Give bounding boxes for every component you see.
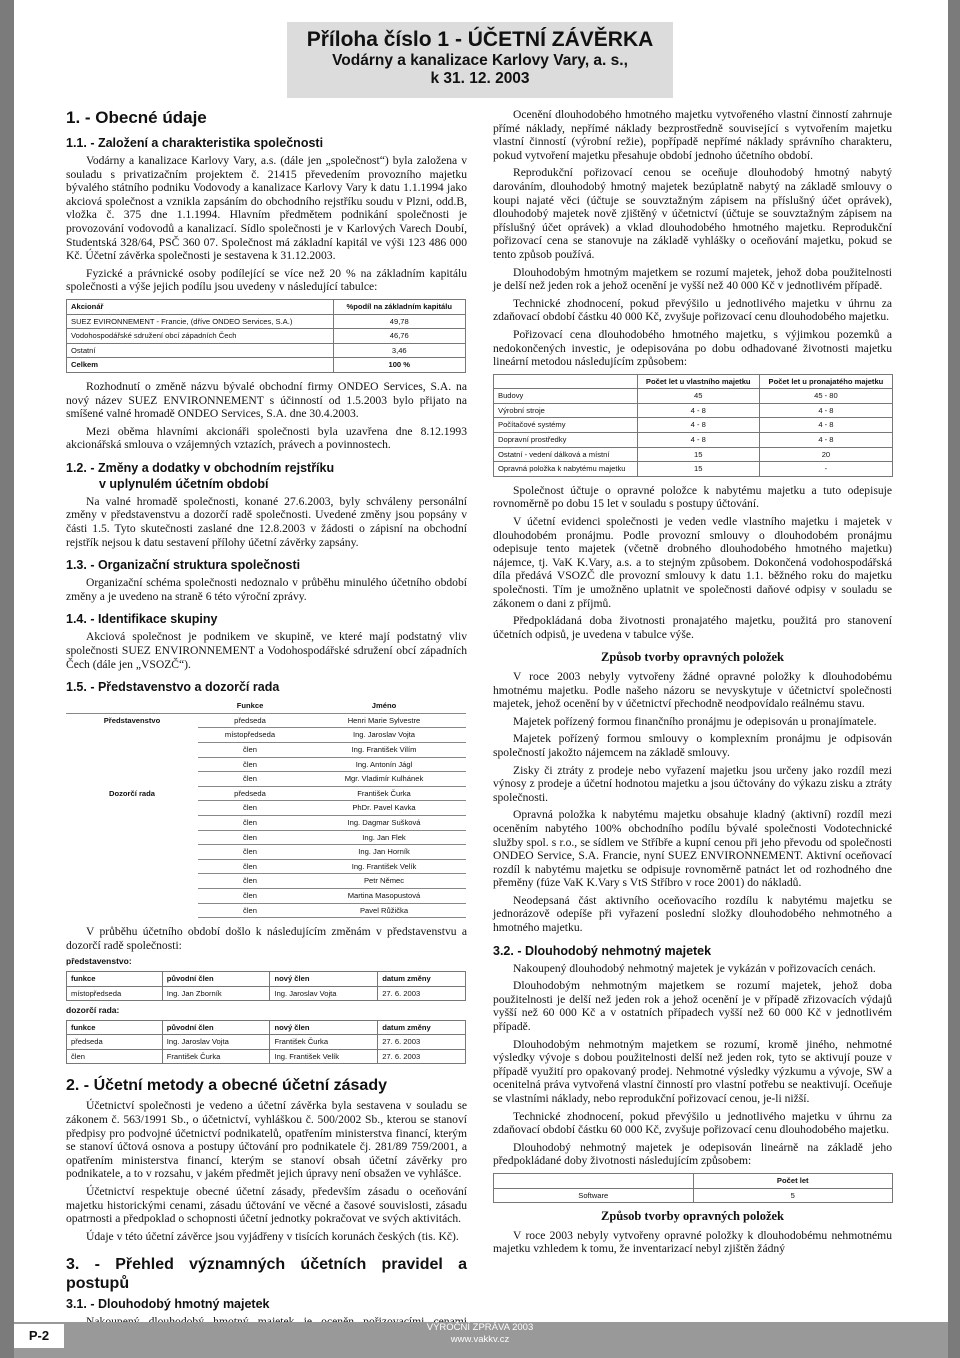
paragraph: Společnost účtuje o opravné položce k nabytému majetku a tuto odepisuje rovnoměrně po dobu 15 let v souladu s postupy účtování.	[493, 483, 892, 511]
section-3-heading: 3. - Přehled významných účetních pravidel a postupů	[66, 1256, 467, 1293]
section-2-heading: 2. - Účetní metody a obecné účetní zásady	[66, 1077, 387, 1095]
supervisory-changes-caption: dozorčí rada:	[66, 1005, 120, 1016]
table-row: člen Ing. Jan Horník	[66, 845, 466, 860]
section-1-3-heading: 1.3. - Organizační struktura společnosti	[66, 558, 301, 573]
table-row: Dozorčí rada předseda František Čurka	[66, 786, 466, 801]
paragraph: Rozhodnutí o změně názvu bývalé obchodní firmy ONDEO Services, S.A. na nový název SUEZ ENVIRONNEMENT s účinností od 1.5.2003 bylo přijato na smíšené valné hromadě ONDEO Services, S.A. dne 30.4.2003.	[66, 379, 467, 421]
section-1-4-heading: 1.4. - Identifikace skupiny	[66, 612, 218, 627]
table-row: člen Ing. Antonín Jágl	[66, 757, 466, 772]
footer-website: www.vakkv.cz	[450, 1334, 510, 1345]
paragraph: V průběhu účetního období došlo k následujícím změnám v představenstvu a dozorčí radě společnosti:	[66, 925, 467, 952]
paragraph: Zisky či ztráty z prodeje nebo vyřazení majetku jsou určeny jako rozdíl mezi výnosy z prodeje a účetní hodnotou majetku a jsou účtovány do výkazu zisku a ztráty společnosti.	[493, 763, 892, 804]
impairment-heading: Způsob tvorby opravných položek	[600, 650, 785, 665]
paragraph: Dlouhodobým nehmotným majetkem se rozumí majetek, jehož doba použitelnosti je delší než jeden rok a jehož ocenění je v případě zřizovacích výdajů vyšší než 60 000 Kč a v ostatních případech vyšší než 60 000 Kč v jednotlivém případě.	[493, 979, 892, 1034]
paragraph: Opravná položka k nabytému majetku obsahuje kladný (aktivní) rozdíl mezi oceněním nabytého 100% obchodního podílu bývalé společnosti Vodotechnické služby spol. s r.o., se sídlem ve Stříbře a kupní cenou při jeho převodu od společnosti ONDEO Service, S.A. Francie, nyní SUEZ ENVIRONNEMENT. Aktivní oceňovací rozdíl k nabytému majetku se odpisuje rovnoměrně patnáct let od rozhodného dne přeměny (fúze VaK K.Vary s VtS Stříbro v roce 2001) do nákladů.	[493, 808, 892, 890]
report-date: k 31. 12. 2003	[430, 70, 530, 87]
table-row: člen Mgr. Vladimír Kulhánek	[66, 772, 466, 787]
table-row: Ostatní 3,46	[67, 343, 466, 358]
table-row: člen Pavel Růžička	[66, 903, 466, 918]
right-column	[493, 108, 892, 1256]
table-row: Budovy 45 45 - 80	[494, 389, 893, 404]
table-row: Dopravní prostředky 4 - 8 4 - 8	[494, 433, 893, 448]
table-total-row: Celkem 100 %	[67, 358, 466, 373]
page-header	[287, 22, 673, 98]
table-row: Výrobní stroje 4 - 8 4 - 8	[494, 403, 893, 418]
table-row: místopředseda Ing. Jaroslav Vojta	[66, 728, 466, 743]
paragraph: Technické zhodnocení, pokud převýšilo u jednotlivého majetku v úhrnu za zdaňovací období částku 40 000 Kč, zvyšuje pořizovací cenu dlouhodobého majetku.	[493, 296, 892, 324]
left-side-bar	[0, 0, 14, 1358]
paragraph: Nakoupený dlouhodobý nehmotný majetek je vykázán v pořizovacích cenách.	[513, 961, 876, 975]
table-row: člen František Čurka Ing. František Velík 27. 6. 2003	[67, 1049, 466, 1064]
paragraph: Dlouhodobým nehmotným majetkem se rozumí, kromě jiného, nehmotné výsledky vývoje s dobou použitelnosti delší než jeden rok, tyto se aktivují pouze v případě využití pro opakovaný prodej. Nehmotné výsledky výzkumu a vývoje, SW a ocenitelná práva vytvořená vlastní činností pro vlastní potřebu se neaktivují. Oceňuje se vlastními náklady, nebo reprodukční pořizovací cenou, je-li nižší.	[493, 1037, 892, 1105]
paragraph: Reprodukční pořizovací cenou se oceňuje dlouhodobý hmotný nabytý darováním, dlouhodobý hmotný majetek bezúplatně nabytý na základě smlouvy o koupi najaté věci (účtuje se souvztažným zápisem na příslušný účet oprávek), dlouhodobý majetek nově zjištěný v účetnictví (účtuje se souvztažným zápisem na příslušný účet oprávek) a vklad dlouhodobého hmotného majetku. Reprodukční pořizovací cena se stanovuje na základě vyhlášky o oceňování majetku, pokud se tento způsob používá.	[493, 166, 892, 261]
software-life-table: Počet let Software 5	[493, 1173, 893, 1203]
shareholders-table	[66, 299, 466, 373]
paragraph: Mezi oběma hlavními akcionáři společnosti byla uzavřena dne 8.12.1993 akcionářská smlouva o vzájemných vztazích, právech a povinnostech.	[66, 424, 467, 452]
table-row: člen PhDr. Pavel Kavka	[66, 801, 466, 816]
paragraph: V účetní evidenci společnosti je veden vedle vlastního majetku i majetek v dlouhodobém pronájmu. Podle provozní smlouvy o dlouhodobém pronájmu odepisuje tento majetek (včetně drobného dlouhodobého hmotného majetku) nájemce, tj. VaK K.Vary, a.s. a to stejným způsobem. Dokončená vodohospodářská díla předává VSOZČ dle provozní smlouvy k datu 1.1. běžného roku do majetku společnosti. Tím je umožněno uplatnit ve společnosti daňové odpisy v souladu se zákonem o dani z příjmů.	[493, 515, 892, 610]
section-1-heading: 1. - Obecné údaje	[66, 108, 207, 127]
paragraph: Dlouhodobým hmotným majetkem se rozumí majetek, jehož doba použitelnosti je delší než jeden rok a jehož ocenění je vyšší než 40 000 Kč v jednotlivém případě.	[493, 265, 892, 293]
table-row: Software 5	[494, 1188, 893, 1203]
table-row: člen Ing. Dagmar Sušková	[66, 815, 466, 830]
table-header: Funkce	[198, 699, 302, 713]
board-changes-caption: představenstvo:	[66, 956, 132, 967]
table-header: Akcionář	[67, 299, 334, 314]
footer-report-title: VÝROČNÍ ZPRÁVA 2003	[426, 1322, 534, 1333]
table-row: Ostatní - vedení dálková a místní 15 20	[494, 447, 893, 462]
paragraph: Účetnictví společnosti je vedeno a účetní závěrka byla sestavena v souladu se zákonem č. 563/1991 Sb., o účetnictví, vyhláškou č. 500/2002 Sb., kterou se stanoví předpisy pro podvojné účetnictví podnikatelů, opatřením ministerstva financí, kterým se stanoví účtová osnova a postupy účtování pro podnikatele čj. 281/89 759/2001, a opatřením ministerstva financí, kterým se stanoví obsah účetní závěrky pro podnikatele, a to v rozsahu, v jakém předmět jejich úpravy není obsažen ve vyhlášce.	[66, 1099, 467, 1181]
paragraph: Předpokládaná doba životnosti pronajatého majetku, použitá pro stanovení účetních odpisů, je uvedena v tabulce výše.	[493, 614, 892, 641]
impairment-heading-2: Způsob tvorby opravných položek	[600, 1209, 785, 1224]
table-row: místopředseda Ing. Jan Zborník Ing. Jaroslav Vojta 27. 6. 2003	[67, 986, 466, 1001]
paragraph: Majetek pořízený formou finančního pronájmu je odepisován u pronajímatele.	[513, 714, 877, 728]
table-row: Opravná položka k nabytému majetku 15 -	[494, 462, 893, 477]
table-row: předseda Ing. Jaroslav Vojta František Čurka 27. 6. 2003	[67, 1035, 466, 1050]
table-row: člen Ing. František Vilím	[66, 743, 466, 758]
paragraph: Účetnictví respektuje obecné účetní zásady, především zásadu o oceňování majetku historickými cenami, zásadu účtování ve věcné a časové souvislosti, zásadu opatrnosti a předpoklad o schopnosti účetní jednotky pokračovat ve svých aktivitách.	[66, 1185, 467, 1226]
paragraph: Ocenění dlouhodobého hmotného majetku vytvořeného vlastní činností zahrnuje přímé náklady, nepřímé náklady bezprostředně související s vytvořením majetku vlastní činností (výrobní režie), popřípadě nepřímé náklady správního charakteru, pokud vytvoření majetku přesahuje období jednoho účetního období.	[493, 108, 892, 162]
paragraph: Organizační schéma společnosti nedoznalo v průběhu minulého účetního období změny a je uvedeno na straně 6 této výroční zprávy.	[66, 576, 467, 603]
paragraph: Na valné hromadě společnosti, konané 27.6.2003, byly schváleny personální změny v představenstvu a dozorčí radě společnosti. Uvedené změny jsou popsány v části 1.5. Tyto skutečnosti zaslané dne 12.8.2003 v žádosti o zápisní na obchodní rejstřík nejsou k datu sestavení přílohy účetní závěrky zapsány.	[66, 494, 467, 549]
section-1-1-heading: 1.1. - Založení a charakteristika společnosti	[66, 136, 324, 150]
paragraph: Technické zhodnocení, pokud převýšilo u jednotlivého majetku v úhrnu za zdaňovací období částku 60 000 Kč, zvyšuje pořizovací cenu dlouhodobého majetku.	[493, 1109, 892, 1137]
section-3-2-heading: 3.2. - Dlouhodobý nehmotný majetek	[493, 943, 712, 958]
table-row: člen Ing. František Velík	[66, 859, 466, 874]
section-1-2-heading-cont: v uplynulém účetním období	[99, 476, 269, 491]
paragraph: Akciová společnost je podnikem ve skupině, ve které mají podstatný vliv společnosti SUEZ ENVIRONNEMENT a Vodohospodářské sdružení obcí západních Čech (dále jen „VSOZČ“).	[66, 630, 467, 671]
table-row: člen Petr Němec	[66, 874, 466, 889]
paragraph: Fyzické a právnické osoby podílející se více než 20 % na základním kapitálu společnosti a výše jejich podílu jsou uvedeny v následující tabulce:	[66, 266, 467, 294]
right-side-bar	[948, 0, 960, 1358]
board-changes-table: funkce původní člen nový člen datum změny místopředseda Ing. Jan Zborník Ing. Jaroslav Vojta 27. 6. 2003	[66, 971, 466, 1001]
table-row: člen Martina Masopustová	[66, 888, 466, 903]
depreciation-life-table: Počet let u vlastního majetku Počet let u pronajatého majetku Budovy 45 45 - 80 Výrobní stroje 4 - 8 4 - 8 Počítačové systémy 4 - 8 4 - 8 Dopravní prostředky 4 - 8 4 - 8 Ostatní - vedení dálková a místní 15 20 Opravná položka k nabytému majetku 15 -	[493, 374, 893, 477]
section-3-1-heading: 3.1. - Dlouhodobý hmotný majetek	[66, 1297, 270, 1312]
table-row: Vodohospodářské sdružení obcí západních Čech 46,76	[67, 329, 466, 344]
section-1-2-heading: 1.2. - Změny a dodatky v obchodním rejstříku	[66, 460, 335, 475]
table-row: SUEZ EVIRONNEMENT - Francie, (dříve ONDEO Services, S.A.) 49,78	[67, 314, 466, 329]
footer-text	[380, 1322, 580, 1346]
supervisory-changes-table: funkce původní člen nový člen datum změny předseda Ing. Jaroslav Vojta František Čurka 27. 6. 2003 člen František Čurka Ing. František Velík 27. 6. 2003	[66, 1020, 466, 1065]
document-title: Příloha číslo 1 - ÚČETNÍ ZÁVĚRKA	[306, 28, 654, 51]
paragraph: Majetek pořízený formou smlouvy o komplexním pronájmu je odpisován společností jakožto nájemcem na základě smlouvy.	[493, 732, 892, 759]
paragraph: Vodárny a kanalizace Karlovy Vary, a.s. (dále jen „společnost“) byla založena v souladu s privatizačním projektem č. 21415 převedením provozního majetku bývalého státního podniku Vodovody a kanalizace Karlovy Vary k datu 1.1.1994 jako akciová společnost a vznikla zapsáním do obchodního rejstříku soudu v Plzni, odd.B, vložka č. 375 dne 1.1.1994. Hlavním předmětem podnikání společnosti je provozování vodovodů a kanalizací. Sídlo společnosti je v Karlových Varech Doubí, Studentská 328/64, PSČ 360 07. Společnost má základní kapitál ve výši 123 486 000 Kč. Účetní závěrka společnosti je sestavena k 31.12.2003.	[66, 154, 467, 263]
board-table	[66, 699, 466, 918]
left-column	[66, 108, 467, 1343]
table-header: %podíl na základním kapitálu	[333, 299, 465, 314]
paragraph: V roce 2003 nebyly vytvořeny opravné položky k dlouhodobému nehmotnému majetku vzhledem k tomu, že inventarizací nebyl zjištěn žádný	[493, 1228, 892, 1256]
section-1-5-heading: 1.5. - Představenstvo a dozorčí rada	[66, 680, 280, 695]
table-row: Počítačové systémy 4 - 8 4 - 8	[494, 418, 893, 433]
company-name: Vodárny a kanalizace Karlovy Vary, a. s.,	[332, 52, 628, 69]
table-row: člen Ing. Jan Flek	[66, 830, 466, 845]
table-row: Představenstvo předseda Henri Marie Sylvestre	[66, 713, 466, 728]
paragraph: Údaje v této účetní závěrce jsou vyjádřeny v tisících korunách českých (tis. Kč).	[86, 1229, 459, 1243]
paragraph: V roce 2003 nebyly vytvořeny žádné opravné položky k dlouhodobému hmotnému majetku. Podle našeho názoru se nevyskytuje v účetnictví společnosti majetek, jehož ocenění by v účetnictví přechodně neodpovídalo reálnému stavu.	[493, 669, 892, 711]
paragraph: Dlouhodobý nehmotný majetek je odepisován lineárně na základě jeho předpokládané doby životnosti následujícím způsobem:	[493, 1140, 892, 1168]
table-header: Jméno	[302, 699, 466, 713]
paragraph: Pořizovací cena dlouhodobého hmotného majetku, s výjimkou pozemků a nedokončených investic, je odepisována po dobu odhadované životnosti majetku lineární metodou následujícím způsobem:	[493, 327, 892, 369]
paragraph: Neodepsaná část aktivního oceňovacího rozdílu k nabytému majetku se jednorázově odepíše při vyřazení poslední složky dlouhodobého nehmotného a hmotného majetku.	[493, 893, 892, 935]
page-number: P-2	[14, 1324, 64, 1348]
